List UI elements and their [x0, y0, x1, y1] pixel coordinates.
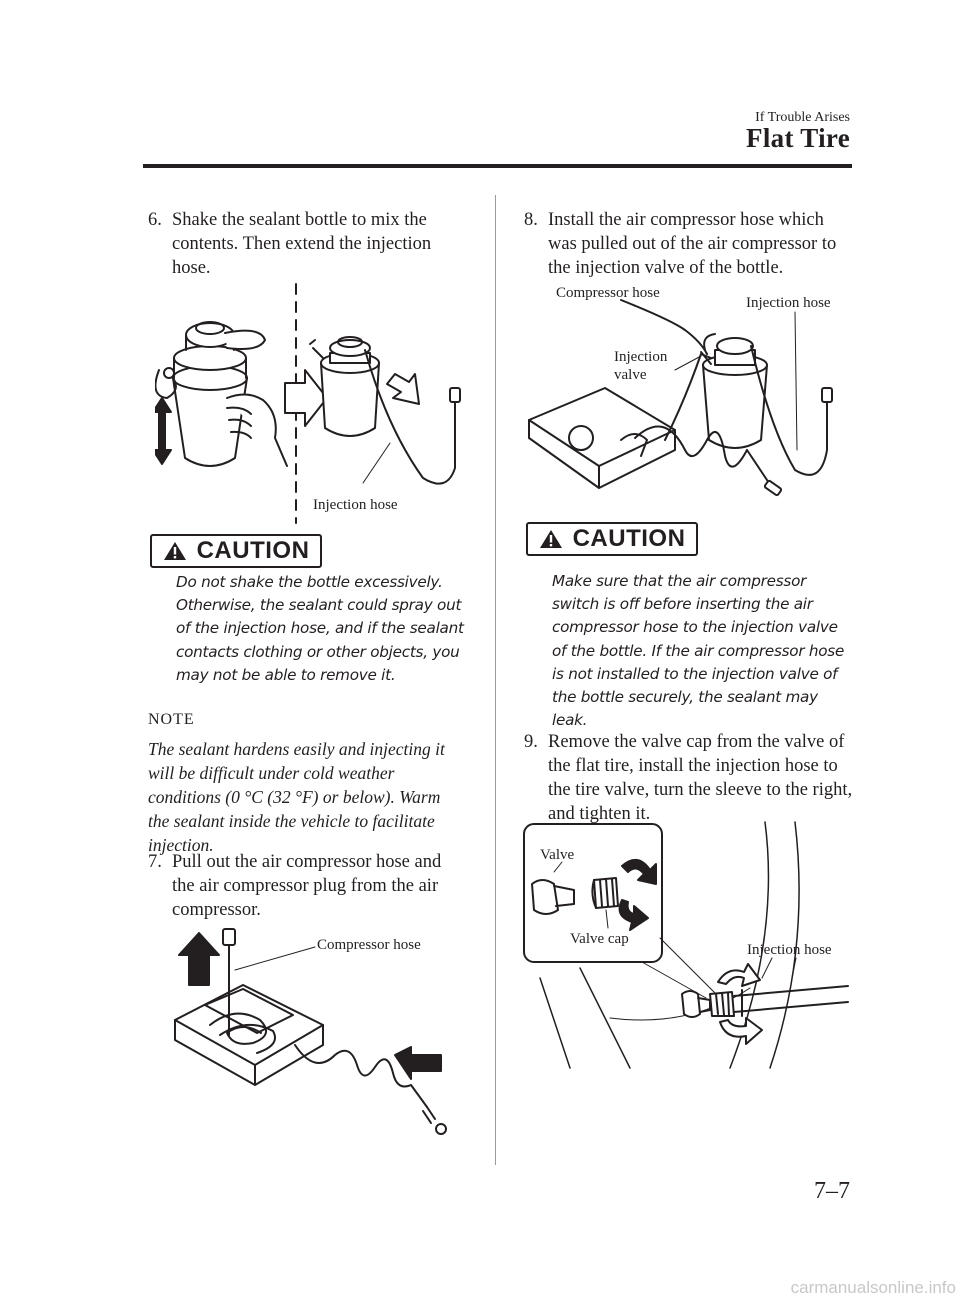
callout-valve: Valve [540, 847, 575, 863]
callout-injection-hose: Injection hose [747, 942, 832, 958]
step-6 [148, 208, 468, 280]
step-7 [148, 850, 468, 922]
note-text: The sealant hardens easily and injecting it will be difficult under cold weather conditions (0 °C (32 °F) or below). Warm the sealant inside the vehicle to facilitate injection. [148, 739, 445, 855]
callout-injection-valve-line1: Injection [614, 349, 668, 365]
step-text: Install the air compressor hose which was pulled out of the air compressor to the injection valve of the bottle. [548, 210, 837, 278]
step-9 [524, 730, 854, 826]
caution-label: CAUTION [196, 537, 310, 564]
caution-badge [150, 534, 322, 568]
step-number: 6. [148, 210, 162, 230]
step-text: Shake the sealant bottle to mix the contents. Then extend the injection hose. [172, 210, 432, 278]
page-title: Flat Tire [746, 123, 850, 153]
step-number: 7. [148, 852, 162, 872]
page-number: 7–7 [814, 1178, 850, 1204]
step-number: 9. [524, 732, 538, 752]
site-watermark: carmanualsonline.info [790, 1278, 956, 1297]
caution-badge [526, 522, 698, 556]
step-8 [524, 208, 854, 280]
callout-injection-valve-line2: valve [614, 367, 647, 383]
caution-text: Do not shake the bottle excessively. Otherwise, the sealant could spray out of the injection hose, and if the sealant contacts clothing or other objects, you may not be able to remove it. [176, 573, 464, 684]
callout-valve-cap: Valve cap [570, 931, 629, 947]
shake-bottle-illustration [155, 278, 475, 528]
callout-injection-hose: Injection hose [313, 497, 398, 513]
callout-compressor-hose: Compressor hose [317, 937, 421, 953]
compressor-illustration [165, 925, 465, 1140]
compressor-to-bottle-illustration [525, 290, 845, 520]
column-divider [495, 195, 496, 1165]
step-number: 8. [524, 210, 538, 230]
caution-text: Make sure that the air compressor switch is off before inserting the air compressor hose to the injection valve of the bottle. If the air compressor hose is not installed to the injection valve of the bottle securely, the sealant may leak. [552, 572, 845, 730]
caution-label: CAUTION [572, 525, 686, 552]
step-text: Pull out the air compressor hose and the air compressor plug from the air compressor. [172, 852, 442, 920]
section-name: If Trouble Arises [755, 110, 850, 125]
warning-triangle-icon [539, 529, 563, 549]
warning-triangle-icon [163, 541, 187, 561]
header-rule [143, 164, 852, 168]
callout-injection-hose: Injection hose [746, 295, 831, 311]
callout-compressor-hose: Compressor hose [556, 285, 660, 301]
callout-injection-valve [614, 348, 667, 384]
note-heading: NOTE [148, 711, 195, 728]
step-text: Remove the valve cap from the valve of the flat tire, install the injection hose to the tire valve, turn the sleeve to the right, and tighten it. [548, 732, 853, 824]
